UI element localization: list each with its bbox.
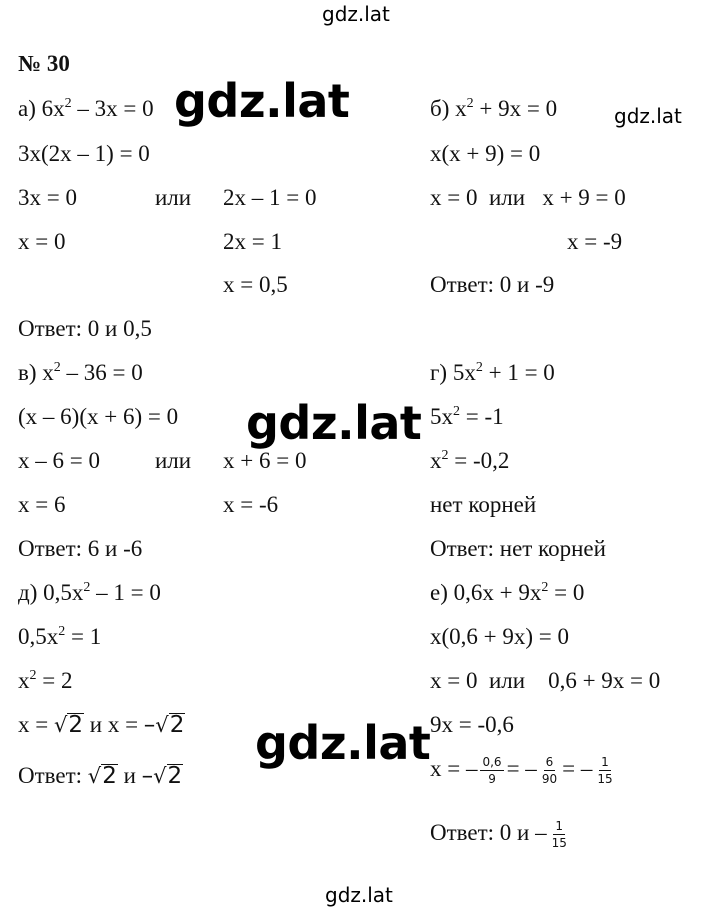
- fraction-numerator: 0,6: [482, 755, 502, 770]
- fraction-denominator: 15: [597, 772, 613, 787]
- part-d-line-3-head: x: [18, 668, 30, 693]
- fraction-numerator: 1: [555, 819, 564, 834]
- sqrt-icon: √: [155, 713, 169, 737]
- part-d-line-3: [18, 667, 72, 699]
- part-e-answer-pre: Ответ: 0 и –: [430, 820, 547, 845]
- superscript: 2: [541, 580, 549, 595]
- sqrt-icon: √: [53, 713, 68, 737]
- part-d-eq-tail: – 1 = 0: [90, 580, 161, 605]
- part-d-answer-rad1: 2: [102, 763, 117, 789]
- fraction-denominator: 90: [541, 772, 558, 787]
- equals-minus: = –: [506, 756, 537, 781]
- superscript: 2: [441, 448, 449, 463]
- superscript: 2: [64, 96, 72, 111]
- superscript: 2: [453, 404, 460, 419]
- part-b-eq-tail: + 9x = 0: [473, 96, 558, 121]
- part-b-equation: [430, 95, 557, 127]
- part-e-line-5: [430, 755, 618, 786]
- part-e-equation: [430, 579, 584, 611]
- part-v-eq-tail: – 36 = 0: [60, 360, 143, 385]
- fraction-numerator: 6: [545, 755, 554, 770]
- watermark-right: gdz.lat: [614, 104, 682, 128]
- part-v-line-2: (x – 6)(x + 6) = 0: [18, 404, 179, 429]
- part-e-line-5-pre: x = –: [430, 756, 478, 781]
- part-e-line-3: x = 0 или 0,6 + 9x = 0: [430, 668, 661, 693]
- part-v-answer: Ответ: 6 и -6: [18, 536, 143, 561]
- part-a-line-4b: 2x = 1: [223, 229, 282, 254]
- part-a-line-3b: 2x – 1 = 0: [223, 185, 317, 210]
- part-g-equation: [430, 359, 555, 391]
- part-d-line-2: [18, 623, 101, 655]
- part-d-line-4-mid: и x =: [84, 712, 144, 737]
- part-b-line-4: x = -9: [567, 229, 623, 254]
- sqrt-icon: √: [87, 764, 102, 788]
- part-e-line-2: x(0,6 + 9x) = 0: [430, 624, 570, 649]
- part-e-line-4: 9x = -0,6: [430, 712, 514, 737]
- part-d-eq-head: д) 0,5x: [18, 580, 84, 605]
- part-d-line-3-tail: = 2: [36, 668, 73, 693]
- part-g-eq-head: г) 5x: [430, 360, 476, 385]
- part-d-answer-mid: и: [117, 763, 142, 788]
- part-d-answer: [18, 762, 183, 790]
- part-a-line-5b: x = 0,5: [223, 272, 288, 297]
- superscript: 2: [466, 96, 474, 111]
- part-b-eq-head: б) x: [430, 96, 467, 121]
- fraction-numerator: 1: [601, 755, 609, 770]
- fraction: [550, 819, 569, 850]
- part-e-eq-tail: = 0: [548, 580, 585, 605]
- part-g-line-3-tail: = -0,2: [448, 448, 510, 473]
- superscript: 2: [83, 580, 91, 595]
- part-a-answer: Ответ: 0 и 0,5: [18, 316, 152, 341]
- problem-number: № 30: [18, 51, 70, 76]
- part-v-line-4b: x = -6: [223, 492, 279, 517]
- part-g-line-4: нет корней: [430, 492, 537, 517]
- part-e-eq-head: е) 0,6x + 9x: [430, 580, 542, 605]
- part-d-line-4: [18, 711, 185, 739]
- fraction: [480, 755, 503, 786]
- part-a-line-4a: x = 0: [18, 229, 66, 254]
- part-g-line-2-head: 5x: [430, 404, 453, 429]
- superscript: 2: [29, 668, 37, 683]
- fraction: [595, 755, 614, 786]
- part-v-line-4a: x = 6: [18, 492, 66, 517]
- superscript: 2: [58, 624, 66, 639]
- part-v-or: или: [155, 448, 192, 473]
- part-a-eq-head: а) 6x: [18, 96, 65, 121]
- part-v-equation: [18, 359, 143, 391]
- watermark-bottom: gdz.lat: [325, 883, 393, 907]
- superscript: 2: [53, 360, 61, 375]
- equals-minus: = –: [562, 756, 593, 781]
- part-v-line-3b: x + 6 = 0: [223, 448, 307, 473]
- superscript: 2: [475, 360, 483, 375]
- watermark-large-1: gdz.lat: [174, 74, 350, 128]
- fraction-denominator: 15: [551, 836, 567, 851]
- part-v-line-3a: x – 6 = 0: [18, 448, 100, 473]
- part-d-answer-pre: Ответ:: [18, 763, 88, 788]
- part-a-eq-tail: – 3x = 0: [71, 96, 154, 121]
- part-g-line-3: [430, 447, 509, 479]
- sqrt-icon: √: [153, 764, 167, 788]
- part-g-line-2: [430, 403, 504, 435]
- part-g-answer: Ответ: нет корней: [430, 536, 606, 561]
- watermark-top: gdz.lat: [322, 2, 390, 26]
- part-g-line-3-head: x: [430, 448, 442, 473]
- part-b-line-2: x(x + 9) = 0: [430, 141, 541, 166]
- part-b-line-3: x = 0 или x + 9 = 0: [430, 185, 626, 210]
- part-d-line-4-minus: –: [143, 712, 156, 738]
- part-d-line-4-rad1: 2: [68, 712, 84, 738]
- part-a-equation: [18, 95, 154, 127]
- part-a-line-2: 3x(2x – 1) = 0: [18, 141, 150, 166]
- part-a-or: или: [155, 185, 192, 210]
- part-d-equation: [18, 579, 161, 611]
- fraction-denominator: 9: [488, 772, 496, 787]
- part-g-eq-tail: + 1 = 0: [482, 360, 555, 385]
- part-d-answer-minus: –: [141, 763, 154, 789]
- fraction: [540, 755, 559, 786]
- part-d-line-2-head: 0,5x: [18, 624, 59, 649]
- part-a-line-3a: 3x = 0: [18, 185, 77, 210]
- part-b-answer: Ответ: 0 и -9: [430, 272, 555, 297]
- part-d-answer-rad2: 2: [167, 763, 183, 789]
- part-d-line-4-rad2: 2: [169, 712, 185, 738]
- part-e-answer: [430, 819, 572, 850]
- part-g-line-2-tail: = -1: [460, 404, 504, 429]
- part-d-line-4-pre: x =: [18, 712, 54, 737]
- part-d-line-2-tail: = 1: [65, 624, 102, 649]
- watermark-large-2: gdz.lat: [246, 396, 422, 450]
- watermark-large-3: gdz.lat: [255, 716, 431, 770]
- part-v-eq-head: в) x: [18, 360, 54, 385]
